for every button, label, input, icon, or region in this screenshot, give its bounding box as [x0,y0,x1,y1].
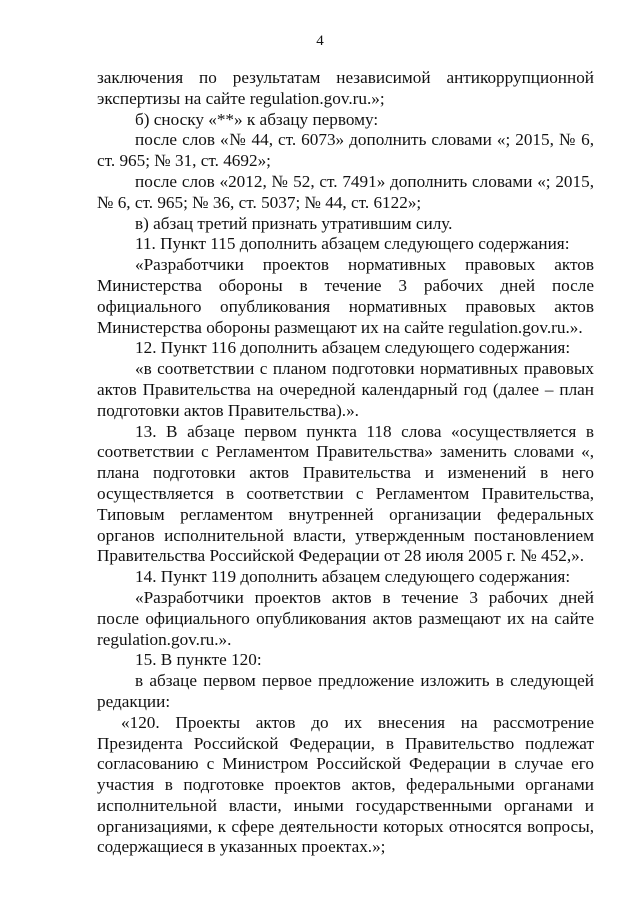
paragraph-item-11: 11. Пункт 115 дополнить абзацем следующего содержания: [135,234,570,254]
page-number: 4 [316,33,324,49]
paragraph-item-15-first-sentence: в абзаце первом первое предложение изложить в следующей редакции: [97,671,594,711]
paragraph-item-14: 14. Пункт 119 дополнить абзацем следующего содержания: [135,567,571,587]
paragraph-item-12: 12. Пункт 116 дополнить абзацем следующего содержания: [135,338,571,358]
paragraph-item-13: 13. В абзаце первом пункта 118 слова «осуществляется в соответствии с Регламентом Правительства» заменить словами «, плана подготовки актов Правительства и изменений в него осуществляется в соответствии с Регламентом Правительства, Типовым регламентом внутренней организации федеральных органов исполнительной власти, утвержденным постановлением Правительства Российской Федерации от 28 июля 2005 г. № 452,». [97,421,594,566]
paragraph-expertise-site: заключения по результатам независимой антикоррупционной экспертизы на сайте regulation.gov.ru.»; [97,68,594,108]
paragraph-after-words-6073: после слов «№ 44, ст. 6073» дополнить словами «; 2015, № 6, ст. 965; № 31, ст. 4692»; [97,130,594,171]
document-body [97,68,594,858]
paragraph-item-14-quote: «Разработчики проектов актов в течение 3 рабочих дней после официального опубликования актов размещают их на сайте regulation.gov.ru.». [97,587,594,649]
paragraph-footnote-b: б) сноску «**» к абзацу первому: [135,109,379,129]
scan-speck [484,834,494,844]
paragraph-item-15: 15. В пункте 120: [135,650,262,670]
paragraph-item-120-text: «120. Проекты актов до их внесения на рассмотрение Президента Российской Федерации, в Правительство подлежат согласованию с Министром Российской Федерации в случае его участия в подготовке проектов актов, федеральными органами исполнительной власти, иными государственными органами и организациями, к сфере деятельности которых относятся вопросы, содержащиеся в указанных проектах.»; [97,712,594,857]
paragraph-item-11-quote: «Разработчики проектов нормативных правовых актов Министерства обороны в течение 3 рабочих дней после официального опубликования нормативных правовых актов Министерства обороны размещают их на сайте regulation.gov.ru.». [97,255,594,337]
paragraph-third-invalid: в) абзац третий признать утратившим силу. [135,213,453,233]
paragraph-after-words-7491: после слов «2012, № 52, ст. 7491» дополнить словами «; 2015, № 6, ст. 965; № 36, ст. 5037; № 44, ст. 6122»; [97,171,594,212]
paragraph-item-12-quote: «в соответствии с планом подготовки нормативных правовых актов Правительства на очередной календарный год (далее – план подготовки актов Правительства).». [97,359,594,420]
